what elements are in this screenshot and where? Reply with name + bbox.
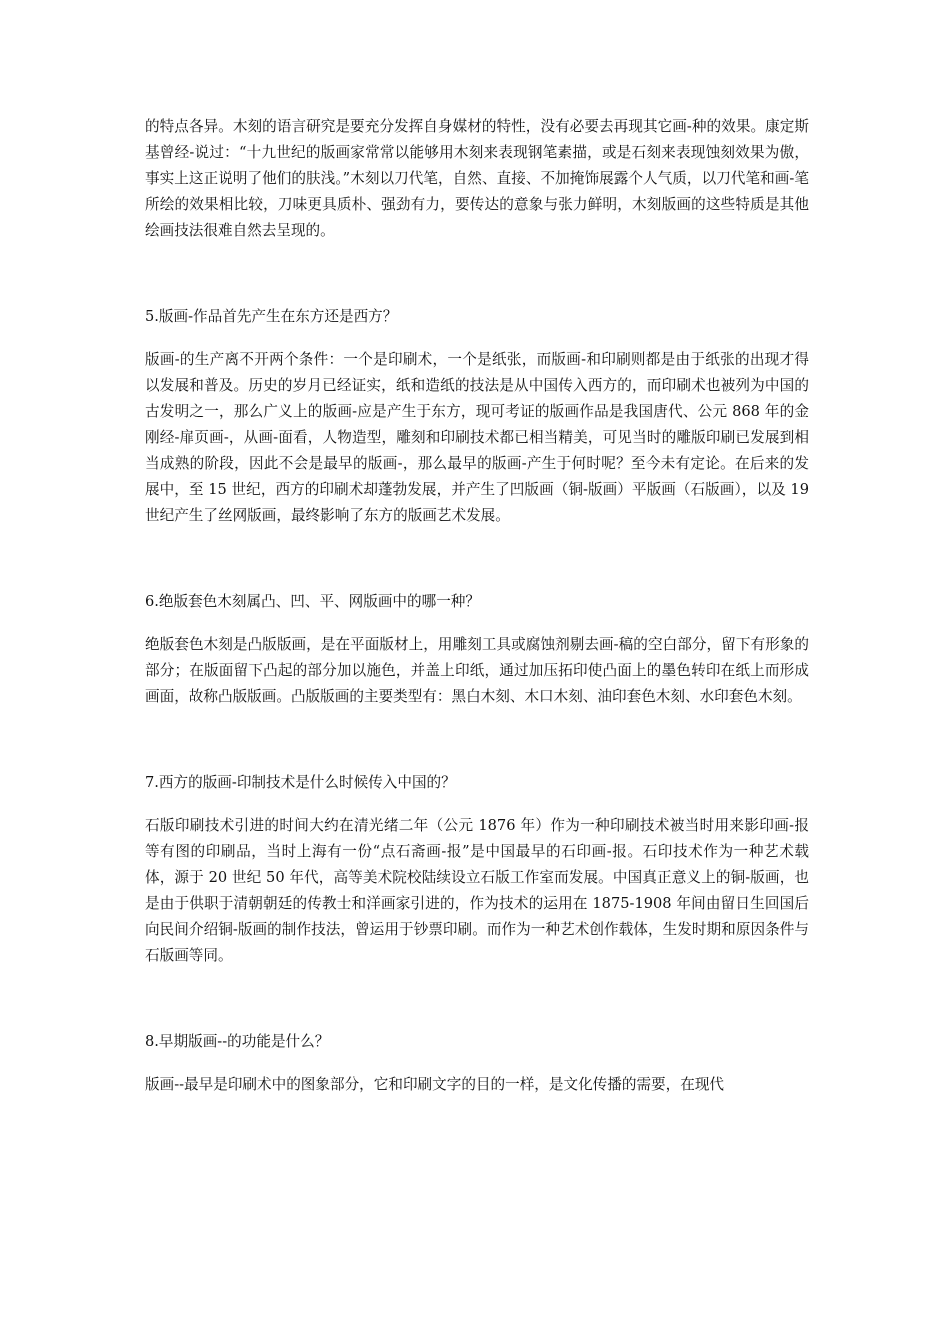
heading-spacer [145,330,809,347]
answer-paragraph-8: 版画--最早是印刷术中的图象部分，它和印刷文字的目的一样，是文化传播的需要，在现代 [145,1076,725,1093]
answer-paragraph-6: 绝版套色木刻是凸版版画，是在平面版材上，用雕刻工具或腐蚀剂剔去画-稿的空白部分，留下有形象的部分；在版面留下凸起的部分加以施色，并盖上印纸，通过加压拓印使凸面上的墨色转印在纸上而形成画面，故称凸版版画。凸版版画的主要类型有：黑白木刻、木口木刻、油印套色木刻、水印套色木刻。 [145,636,809,705]
heading-spacer [145,615,809,632]
answer-paragraph-5: 版画-的生产离不开两个条件：一个是印刷术，一个是纸张，而版画-和印刷则都是由于纸张的出现才得以发展和普及。历史的岁月已经证实，纸和造纸的技法是从中国传入西方的，而印刷术也被列为中国的古发明之一，那么广义上的版画-应是产生于东方，现可考证的版画作品是我国唐代、公元 868 年的金刚经-扉页画-，从画-面看，人物造型，雕刻和印刷技术都已相当精美，可见当时的雕版印刷已发展到相当成熟的阶段，因此不会是最早的版画-，那么最早的版画-产生于何时呢？至今未有定论。在后来的发展中，至 15 世纪，西方的印刷术却蓬勃发展，并产生了凹版画（铜-版画）平版画（石版画），以及 19 世纪产生了丝网版画，最终影响了东方的版画艺术发展。 [145,351,809,524]
heading-spacer [145,796,809,813]
section-spacer [145,244,809,304]
question-heading-5: 5.版画-作品首先产生在东方还是西方？ [145,308,398,325]
section-spacer [145,529,809,589]
question-heading-7: 7.西方的版画-印制技术是什么时候传入中国的？ [145,774,456,791]
question-heading-6: 6.绝版套色木刻属凸、凹、平、网版画中的哪一种？ [145,593,480,610]
document-page [145,114,809,1098]
section-spacer [145,969,809,1029]
answer-paragraph-7: 石版印刷技术引进的时间大约在清光绪二年（公元 1876 年）作为一种印刷技术被当时用来影印画-报等有图的印刷品，当时上海有一份“点石斋画-报”是中国最早的石印画-报。石印技术作为一种艺术载体，源于 20 世纪 50 年代，高等美术院校陆续设立石版工作室而发展。中国真正意义上的铜-版画，也是由于供职于清朝朝廷的传教士和洋画家引进的，作为技术的运用在 1875-1908 年间由留日生回国后向民间介绍铜-版画的制作技法，曾运用于钞票印刷。而作为一种艺术创作载体，生发时期和原因条件与石版画等同。 [145,817,809,964]
paragraph-intro: 的特点各异。木刻的语言研究是要充分发挥自身媒材的特性，没有必要去再现其它画-种的效果。康定斯基曾经-说过：“十九世纪的版画家常常以能够用木刻来表现钢笔素描，或是石刻来表现蚀刻效果为傲，事实上这正说明了他们的肤浅。”木刻以刀代笔，自然、直接、不加掩饰展露个人气质，以刀代笔和画-笔所绘的效果相比较，刀味更具质朴、强劲有力，要传达的意象与张力鲜明，木刻版画的这些特质是其他绘画技法很难自然去呈现的。 [145,118,809,239]
question-heading-8: 8.早期版画--的功能是什么？ [145,1033,330,1050]
heading-spacer [145,1055,809,1072]
section-spacer [145,710,809,770]
